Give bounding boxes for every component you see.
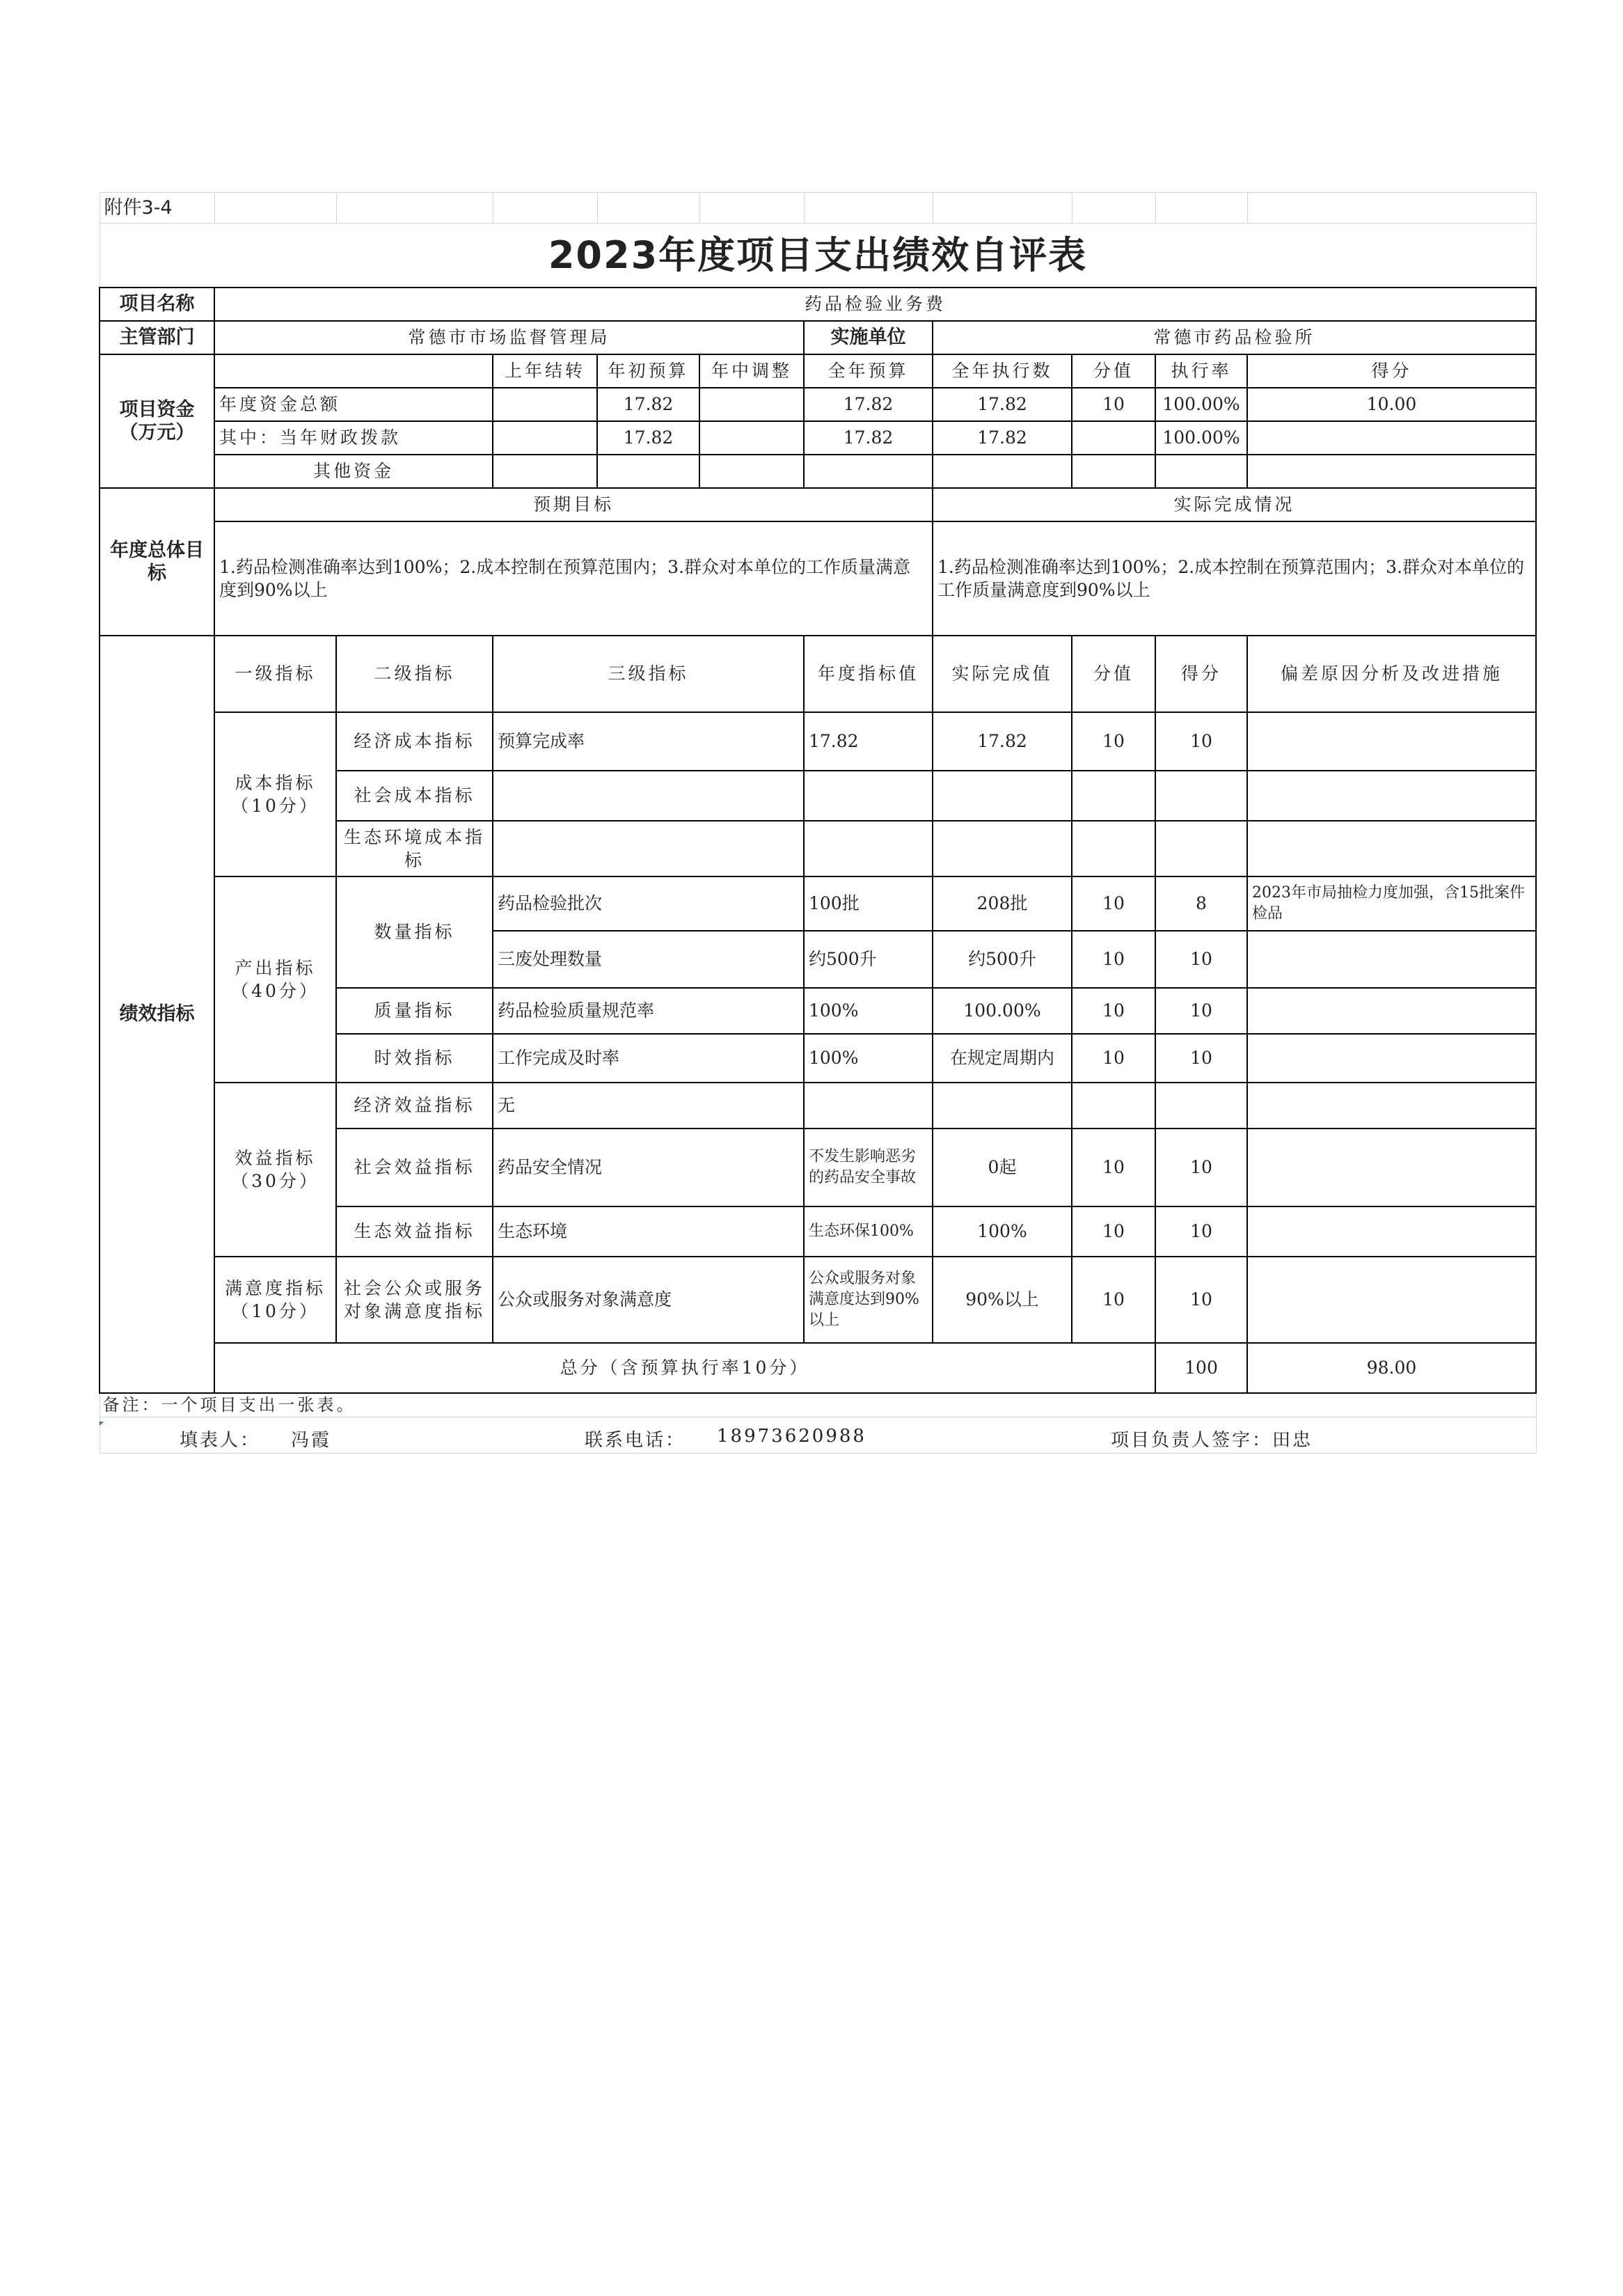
table-row: 生态环境成本指标 — [100, 821, 1536, 876]
expected-goal-label: 预期目标 — [214, 488, 933, 521]
table-row: 社会成本指标 — [100, 771, 1536, 821]
level1-output: 产出指标（40分） — [214, 876, 336, 1083]
self-evaluation-table — [99, 192, 1537, 1454]
funds-col-score-value: 分值 — [1072, 354, 1155, 388]
goals-label: 年度总体目标 — [100, 488, 214, 636]
dept-label: 主管部门 — [100, 321, 214, 354]
table-row: 质量指标 药品检验质量规范率 100% 100.00% 10 10 — [100, 988, 1536, 1034]
actual-goal-label: 实际完成情况 — [933, 488, 1536, 521]
table-row: 社会效益指标 药品安全情况 不发生影响恶劣的药品安全事故 0起 10 10 — [100, 1129, 1536, 1206]
table-row: 时效指标 工作完成及时率 100% 在规定周期内 10 10 — [100, 1034, 1536, 1083]
actual-goal-text: 1.药品检测准确率达到100%；2.成本控制在预算范围内；3.群众对本单位的工作质量满意度到90%以上 — [933, 521, 1536, 636]
funds-col-annual: 全年预算 — [804, 354, 933, 388]
note: 备注：一个项目支出一张表。 — [100, 1393, 1536, 1417]
phone-label: 联系电话： — [585, 1430, 686, 1451]
funds-row: 其他资金 — [100, 455, 1536, 488]
total-score: 98.00 — [1247, 1343, 1536, 1393]
table-row: 满意度指标（10分） 社会公众或服务对象满意度指标 公众或服务对象满意度 公众或服务对象满意度达到90%以上 90%以上 10 10 — [100, 1257, 1536, 1343]
total-score-value: 100 — [1155, 1343, 1247, 1393]
col-actual: 实际完成值 — [933, 636, 1072, 712]
funds-col-executed: 全年执行数 — [933, 354, 1072, 388]
col-analysis: 偏差原因分析及改进措施 — [1247, 636, 1536, 712]
table-row: 生态效益指标 生态环境 生态环保100% 100% 10 10 — [100, 1206, 1536, 1257]
funds-label: 项目资金（万元） — [100, 354, 214, 488]
funds-col-adjust: 年中调整 — [699, 354, 804, 388]
expected-goal-text: 1.药品检测准确率达到100%；2.成本控制在预算范围内；3.群众对本单位的工作质量满意度到90%以上 — [214, 521, 933, 636]
level1-satisfaction: 满意度指标（10分） — [214, 1257, 336, 1343]
funds-col-prev: 上年结转 — [493, 354, 597, 388]
project-name-value: 药品检验业务费 — [214, 288, 1536, 321]
table-row: 三废处理数量 约500升 约500升 10 10 — [100, 931, 1536, 988]
funds-row: 其中：当年财政拨款 17.82 17.82 17.82 100.00% — [100, 421, 1536, 455]
unit-value: 常德市药品检验所 — [933, 321, 1536, 354]
unit-label: 实施单位 — [804, 321, 933, 354]
cell-comment-marker — [100, 1422, 104, 1426]
col-level2: 二级指标 — [336, 636, 493, 712]
level1-benefit: 效益指标（30分） — [214, 1083, 336, 1257]
funds-col-initial: 年初预算 — [597, 354, 699, 388]
col-level3: 三级指标 — [493, 636, 804, 712]
table-row: 成本指标（10分） 经济成本指标 预算完成率 17.82 17.82 10 10 — [100, 712, 1536, 771]
total-label: 总分（含预算执行率10分） — [214, 1343, 1155, 1393]
table-row: 效益指标（30分） 经济效益指标 无 — [100, 1083, 1536, 1129]
phone-number: 18973620988 — [717, 1426, 866, 1447]
funds-col-rate: 执行率 — [1155, 354, 1247, 388]
col-score: 得分 — [1155, 636, 1247, 712]
funds-col-score: 得分 — [1247, 354, 1536, 388]
col-score-value: 分值 — [1072, 636, 1155, 712]
filler-label: 填表人： — [180, 1430, 261, 1451]
page-title: 2023年度项目支出绩效自评表 — [100, 223, 1536, 288]
funds-row: 年度资金总额 17.82 17.82 17.82 10 100.00% 10.00 — [100, 388, 1536, 421]
col-target: 年度指标值 — [804, 636, 933, 712]
indicators-label: 绩效指标 — [100, 636, 214, 1393]
project-name-label: 项目名称 — [100, 288, 214, 321]
level1-cost: 成本指标（10分） — [214, 712, 336, 876]
col-level1: 一级指标 — [214, 636, 336, 712]
dept-value: 常德市市场监督管理局 — [214, 321, 804, 354]
filler-name: 冯霞 — [291, 1430, 332, 1451]
leader-signature: 项目负责人签字：田忠 — [1111, 1430, 1313, 1451]
table-row: 产出指标（40分） 数量指标 药品检验批次 100批 208批 10 8 2023年市局抽检力度加强，含15批案件检品 — [100, 876, 1536, 931]
attachment-label: 附件3-4 — [100, 193, 214, 223]
